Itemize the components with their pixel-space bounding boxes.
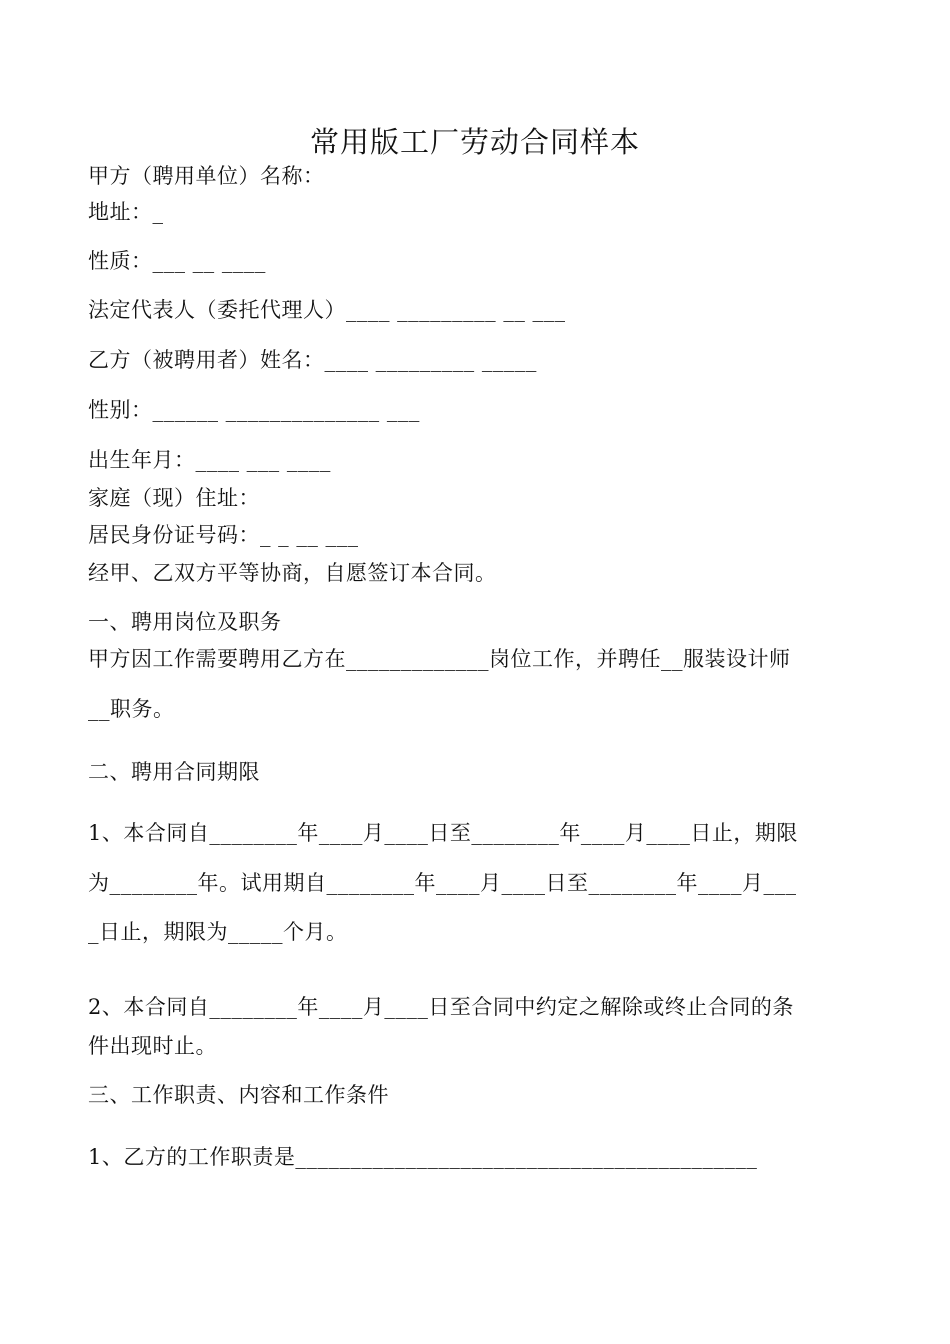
home-address-line: 家庭（现）住址： [88, 486, 260, 510]
party-a-name-line: 甲方（聘用单位）名称： [88, 164, 325, 188]
section-1-heading: 一、聘用岗位及职务 [88, 610, 282, 634]
legal-representative-line: 法定代表人（委托代理人）____ _________ __ ___ [88, 298, 566, 322]
section-2-heading: 二、聘用合同期限 [88, 760, 260, 784]
address-line: 地址：_ [88, 200, 164, 224]
nature-line: 性质：___ __ ____ [88, 249, 266, 273]
term-clause-1-line-3: _日止，期限为_____个月。 [88, 920, 348, 944]
section-3-heading: 三、工作职责、内容和工作条件 [88, 1083, 389, 1107]
position-clause-line-2: __职务。 [88, 697, 175, 721]
id-number-line: 居民身份证号码：_ _ __ ___ [88, 523, 359, 547]
duty-clause-line: 1、乙方的工作职责是__________________________________________ [88, 1145, 758, 1169]
document-title: 常用版工厂劳动合同样本 [309, 125, 640, 159]
gender-line: 性别：______ ______________ ___ [88, 398, 420, 422]
term-clause-1-line-1: 1、本合同自________年____月____日至________年____月____日止，期限 [88, 821, 798, 845]
agreement-statement: 经甲、乙双方平等协商，自愿签订本合同。 [88, 561, 497, 585]
term-clause-1-line-2: 为________年。试用期自________年____月____日至________年____月___ [88, 871, 797, 895]
term-clause-2-line-2: 件出现时止。 [88, 1034, 217, 1058]
term-clause-2-line-1: 2、本合同自________年____月____日至合同中约定之解除或终止合同的条 [88, 995, 794, 1019]
party-b-name-line: 乙方（被聘用者）姓名：____ _________ _____ [88, 348, 537, 372]
birth-date-line: 出生年月：____ ___ ____ [88, 448, 331, 472]
position-clause-line-1: 甲方因工作需要聘用乙方在_____________岗位工作，并聘任__服装设计师 [88, 647, 791, 671]
